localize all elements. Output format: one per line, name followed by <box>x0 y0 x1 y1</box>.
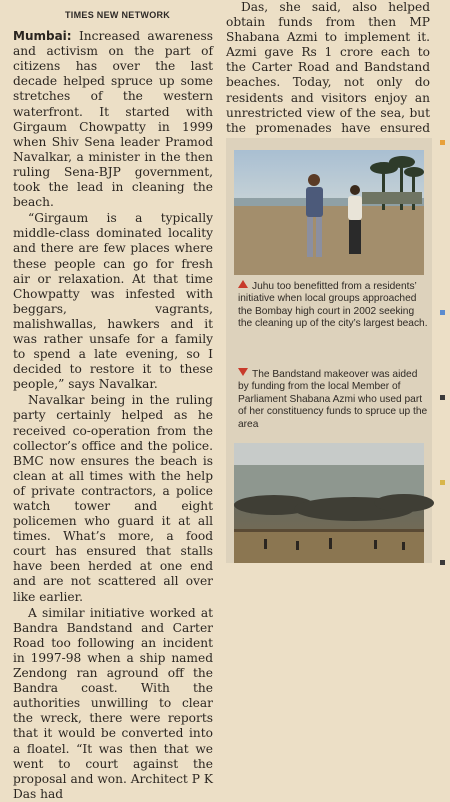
left-column <box>13 8 213 801</box>
photo-caption <box>238 280 428 331</box>
triangle-up-icon <box>238 280 248 288</box>
photo-caption <box>238 368 428 431</box>
article-paragraph: Navalkar being in the ruling party certainly helped as he received co-operation from the collector’s office and the police. BMC now ensures the beach is clean at all times with the help of private contractors, a police watch tower and eight policemen who guard it at all times. What’s more, a food court has ensured that stalls have been herded at one end and are not scattered all over like earlier. <box>13 393 213 604</box>
article-paragraph: A similar initiative worked at Bandra Bandstand and Carter Road too following an incident in 1997-98 when a ship named Zendong ran aground off the Bandra coast. With the authorities unwilling to clear the wreck, there were reports that it would be converted into a floatel. “It was then that we went to court against the proposal and won. Architect P K Das had <box>13 605 213 801</box>
juhu-beach-illustration <box>234 150 424 275</box>
gutter-color-mark <box>440 395 445 400</box>
gutter-color-mark <box>440 480 445 485</box>
bandstand-photo <box>234 443 424 563</box>
juhu-beach-photo <box>234 150 424 275</box>
gutter-color-mark <box>440 140 445 145</box>
byline: TIMES NEW NETWORK <box>65 10 171 20</box>
article-paragraph <box>13 29 213 210</box>
gutter-color-mark <box>440 560 445 565</box>
photo-panel <box>226 138 432 563</box>
paragraph-text: Increased awareness and activism on the part of citizens has over the last decade helped spruce up some stretches of the western waterfront. It started with Girgaum Chowpatty in 1999 when Shiv Sena leader Pramod Navalkar, a minister in the then ruling Sena-BJP government, took the lead in cleaning the beach. <box>13 29 213 210</box>
article-paragraph: Das, she said, also helped obtain funds from then MP Shabana Azmi to implement it. Azmi gave Rs 1 crore each to the Carter Road and Bandstand beaches. Today, not only do residents and visitors enjoy an unrestricted view of the sea, but the promenades have ensured <box>226 0 430 135</box>
caption-text: Juhu too benefitted from a residents’ initiative when local groups approached the Bombay high court in 2002 seeking the cleaning up of the city’s largest beach. <box>238 281 428 330</box>
caption-text: The Bandstand makeover was aided by funding from the local Member of Parliament Shabana Azmi who used part of her constituency funds to spruce up the area <box>238 369 428 430</box>
article-paragraph: “Girgaum is a typically middle-class dominated locality and there are few places where these people can go for fresh air or relaxation. At that time Chowpatty was infested with beggars, vagrants, malishwallas, hawkers and it was rather unsafe for a family to spend a late evening, so I decided to restore it to these people,” says Navalkar. <box>13 211 213 392</box>
triangle-down-icon <box>238 368 248 376</box>
gutter-color-mark <box>440 310 445 315</box>
dateline: Mumbai: <box>13 29 72 44</box>
bandstand-illustration <box>234 443 424 563</box>
